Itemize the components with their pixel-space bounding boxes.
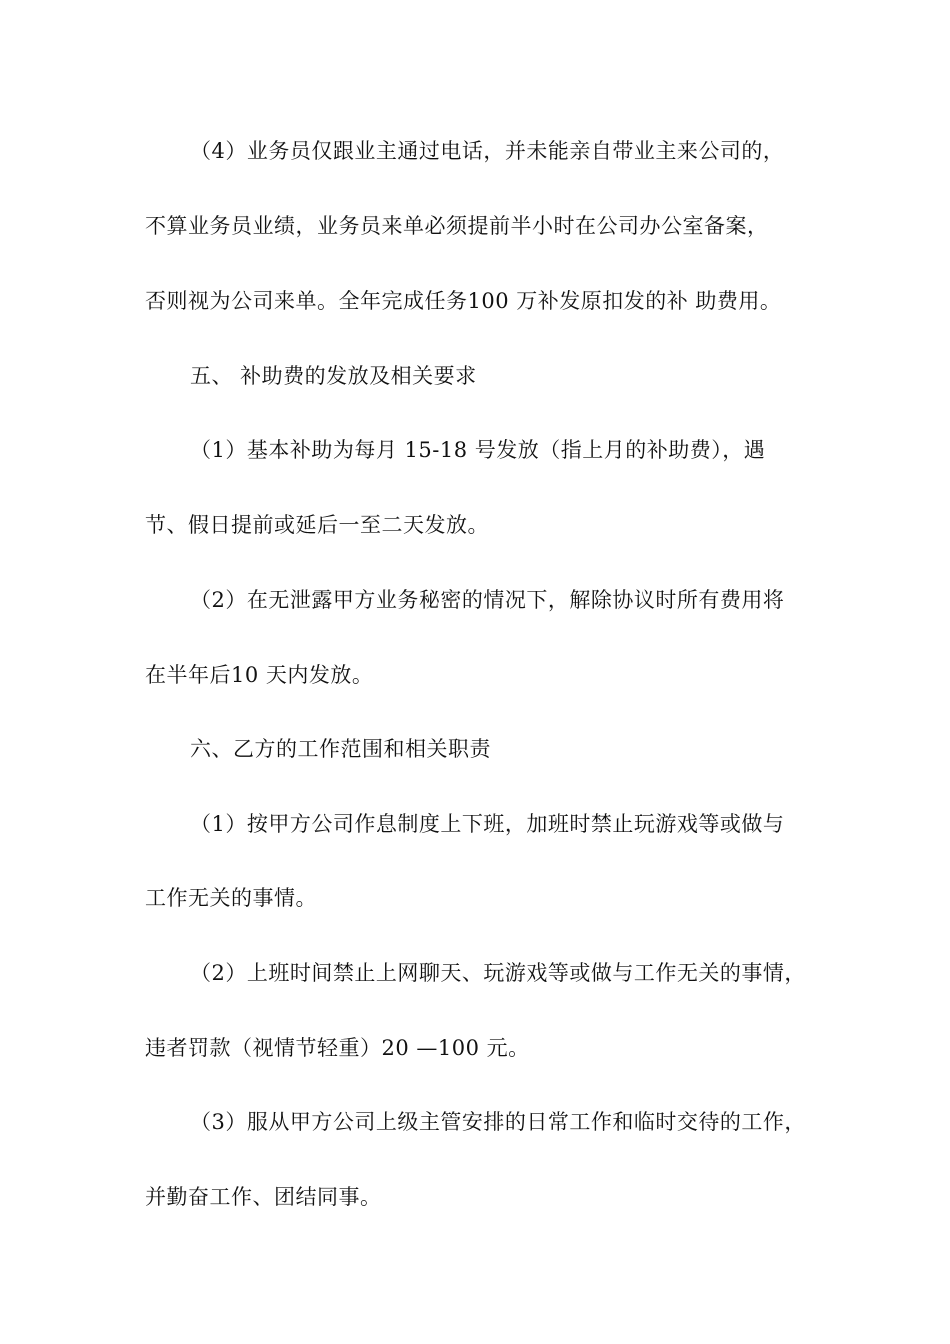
- paragraph-line: 在半年后10 天内发放。: [145, 663, 374, 687]
- paragraph-line: 违者罚款（视情节轻重）20 —100 元。: [145, 1036, 530, 1060]
- section-heading: 六、乙方的工作范围和相关职责: [190, 737, 491, 761]
- paragraph-line: （1）基本补助为每月 15-18 号发放（指上月的补助费），遇: [190, 438, 766, 462]
- section-heading: 五、 补助费的发放及相关要求: [190, 364, 477, 388]
- paragraph-line: 工作无关的事情。: [145, 886, 317, 910]
- paragraph-line: 并勤奋工作、团结同事。: [145, 1185, 382, 1209]
- paragraph-line: （1）按甲方公司作息制度上下班，加班时禁止玩游戏等或做与: [190, 812, 785, 836]
- paragraph-line: 否则视为公司来单。全年完成任务100 万补发原扣发的补 助费用。: [145, 289, 782, 313]
- paragraph-line: （2）上班时间禁止上网聊天、玩游戏等或做与工作无关的事情，: [190, 961, 806, 985]
- paragraph-line: 不算业务员业绩，业务员来单必须提前半小时在公司办公室备案，: [145, 214, 769, 238]
- paragraph-line: （2）在无泄露甲方业务秘密的情况下，解除协议时所有费用将: [190, 588, 785, 612]
- paragraph-line: （3）服从甲方公司上级主管安排的日常工作和临时交待的工作，: [190, 1110, 806, 1134]
- paragraph-line: 节、假日提前或延后一至二天发放。: [145, 513, 489, 537]
- paragraph-line: （4）业务员仅跟业主通过电话，并未能亲自带业主来公司的，: [190, 139, 785, 163]
